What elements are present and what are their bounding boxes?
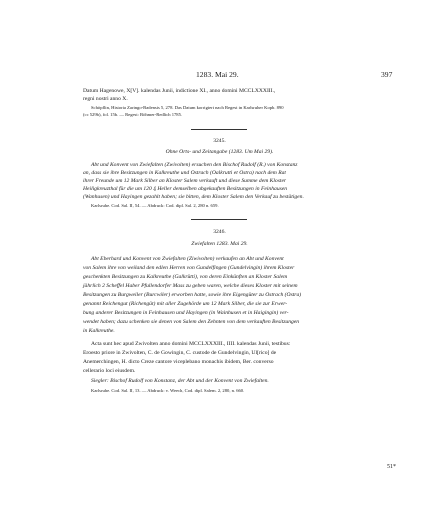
regest-3246-line-9: in Kalkreuthe. (83, 328, 115, 334)
regest-3246-line-5: Besitzungen zu Burgweiler (Burcwiler) erworben hatte, sowie ihre Eigengüter zu Ostrach (Ostra) (83, 292, 302, 298)
signature-mark: 51* (387, 464, 396, 470)
regest-3245-line-4: Heiligkreuzthal für die um 120 ₰ Heller demselben abgekauften Besitzungen in Feinhausen (83, 186, 288, 192)
header-date: 1283. Mai 29. (196, 70, 239, 79)
latin-3246-line-1: Acta sunt hec apud Zwivolten anno domini MCCLXXXIII., IIII. kalendas Junii, testibus: (91, 341, 291, 347)
entry-number-3245: 3245. (213, 138, 226, 144)
sealers-line (91, 378, 269, 385)
latin-3246-line-2: Eroesto priore in Zwivolten, C. de Gowingin, C. custode de Gundelvingin, Ul[rico] de (83, 350, 277, 356)
regest-3245-line-3: ihrer Freunde um 12 Mark Silber an Kloster Salem verkauft und diese Summe dem Kloster (83, 178, 287, 184)
regest-3246-line-2: von Salem ihre von weiland den edlen Herren von Gundelfingen (Gundelvingin) ihrem Kloster (83, 265, 295, 271)
regest-3246-line-7: bung anderer Besitzungen in Feinhausen und Hayingen (in Wainhusen et in Haigingin) ver- (83, 310, 289, 316)
regest-3245-line-1: Abt und Konvent von Zwiefalten (Zwivolten) ersuchen den Bischof Rudolf (R.) von Konstanz (91, 162, 298, 168)
sealers-label: Siegler: (91, 378, 109, 384)
sealers-text: Bischof Rudolf von Konstanz, der Abt und der Konvent von Zwiefalten. (108, 378, 269, 384)
regest-3246-line-6: genannt Reichengut (Richengût) mit aller Zugehörde um 12 Mark Silber, die sie zur Erwer- (83, 301, 288, 307)
source-3246: Karlsruhe. Cod. Sal. II, 13. — Abdruck: v. Weech, Cod. dipl. Salem. 2, 280, n. 660. (91, 388, 245, 393)
latin-3246-line-3: Anemerchingen, H. dicto Creze cantore viceplebano monachis ibidem, Ber. converso (83, 359, 274, 365)
regest-3246-line-4: jährlich 2 Scheffel Haber Pfullendorfer Mass zu geben waren, welche dieses Kloster mit seinem (83, 283, 298, 289)
regest-3246-line-8: wendet haben; dazu schenken sie denen von Salem den Zehnten von dem verkauften Besitzungen (83, 319, 300, 325)
page-number: 397 (381, 70, 393, 79)
prev-entry-line-2: regni nostri anno X. (83, 96, 128, 102)
entry-number-3246: 3246. (213, 229, 226, 235)
regest-3246-line-1: Abt Eberhard und Konvent von Zwiefalten (Ziwivolten) verkaufen an Abt und Konvent (91, 256, 284, 262)
prev-entry-note-1: Schöpflin, Historia Zaringo-Badensis 5, 278. Das Datum korrigiert nach Regest in Karlsruher Kopb. 890 (91, 105, 284, 110)
latin-3246-line-4: cellerario loci eiusdem. (83, 368, 136, 374)
running-header (0, 70, 439, 82)
regest-3245-line-5: (Wanhusen) und Hayingen gezahlt haben; sie bitten, dem Kloster Salem den Verkauf zu bestätigen. (83, 194, 304, 200)
separator-rule (191, 219, 247, 220)
prev-entry-note-2: (cc 529b), fol. 15b. — Regest: Böhmer-Redlich 1785. (83, 112, 183, 117)
source-3245: Karlsruhe. Cod. Sal. II, 54. — Abdruck: Cod. dipl. Sal. 2, 280 n. 659. (91, 203, 219, 208)
entry-heading-3246: Zwiefalten 1283. Mai 29. (191, 241, 248, 247)
entry-heading-3245: Ohne Orts- und Zeitangabe (1283. Um Mai 29). (165, 149, 274, 155)
regest-3246-line-3: geschenkten Besitzungen zu Kalkreuthe (Galkrütti), von deren Einkünften an Kloster Salem (83, 274, 288, 280)
prev-entry-line-1: Datum Hagenowe, X[V]. kalendas Junii, indictione XI., anno domini MCCLXXXIII., (83, 88, 276, 94)
separator-rule (191, 129, 247, 130)
regest-3245-line-2: an, dass sie ihre Besitzungen in Kalkreuthe und Ostrach (Oalkrutti et Ostra) nach dem Rat (83, 170, 286, 176)
